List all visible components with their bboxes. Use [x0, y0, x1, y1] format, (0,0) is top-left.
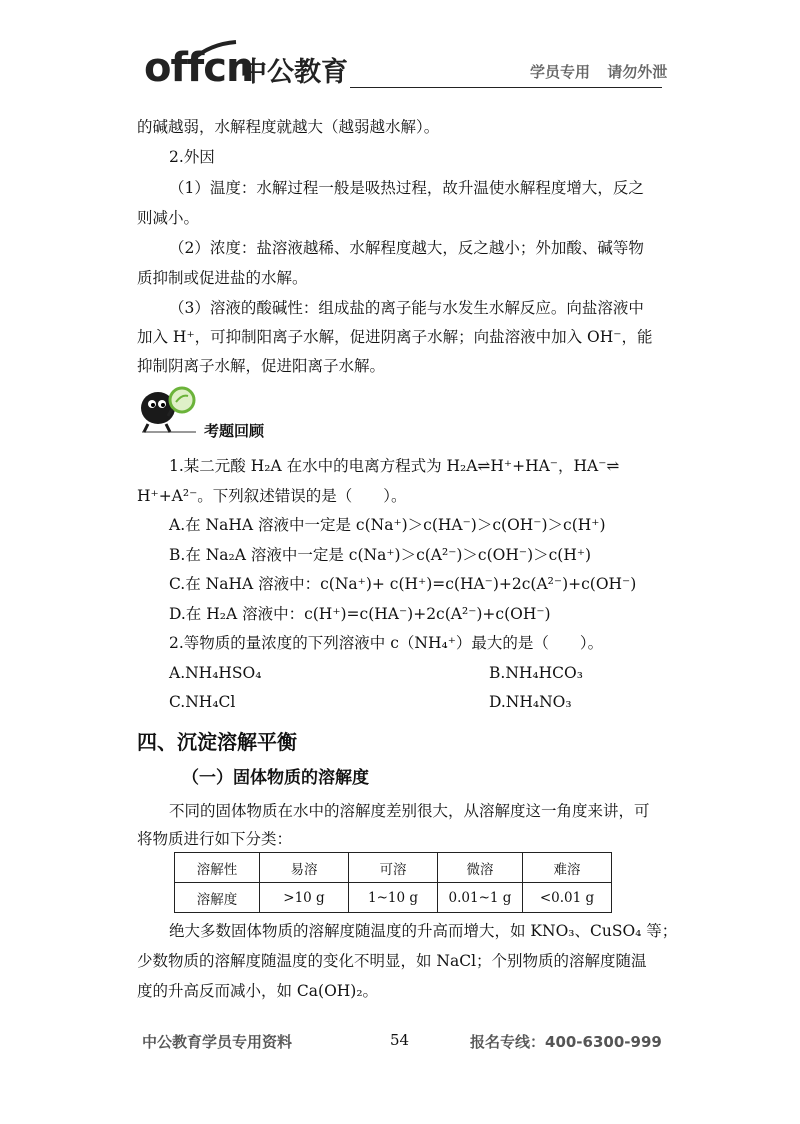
body-line: （2）浓度：盐溶液越稀、水解程度越大，反之越小；外加酸、碱等物: [169, 239, 644, 257]
body-line: 将物质进行如下分类：: [137, 830, 293, 848]
table-cell: 溶解性: [175, 853, 260, 883]
body-line: 少数物质的溶解度随温度的变化不明显，如 NaCl；个别物质的溶解度随温: [137, 952, 647, 970]
table-cell: 微溶: [438, 853, 523, 883]
header-notice-a: 学员专用: [530, 63, 591, 81]
option-a: A.在 NaHA 溶液中一定是 c(Na⁺)＞c(HA⁻)＞c(OH⁻)＞c(H⁺): [169, 516, 606, 534]
logo-swoosh-icon: [190, 40, 240, 62]
question-1: 1.某二元酸 H₂A 在水中的电离方程式为 H₂A⇌H⁺+HA⁻，HA⁻⇌: [169, 457, 620, 475]
option-d: D.NH₄NO₃: [489, 693, 572, 711]
body-line: 则减小。: [137, 209, 200, 227]
table-cell: 难溶: [523, 853, 612, 883]
logo: offcn: [144, 45, 254, 91]
question-2: 2.等物质的量浓度的下列溶液中 c（NH₄⁺）最大的是（ ）。: [169, 634, 604, 652]
body-line: 质抑制或促进盐的水解。: [137, 269, 308, 287]
option-c: C.在 NaHA 溶液中：c(Na⁺)+ c(H⁺)=c(HA⁻)+2c(A²⁻)+c(OH⁻): [169, 575, 637, 593]
option-d: D.在 H₂A 溶液中：c(H⁺)=c(HA⁻)+2c(A²⁻)+c(OH⁻): [169, 605, 551, 623]
body-line: （3）溶液的酸碱性：组成盐的离子能与水发生水解反应。向盐溶液中: [169, 299, 644, 317]
table-cell: 易溶: [260, 853, 349, 883]
table-row: [175, 853, 612, 883]
table-cell: >10 g: [260, 883, 349, 913]
table-cell: 溶解度: [175, 883, 260, 913]
mascot-magnifier-icon: [136, 382, 202, 438]
table-cell: 1~10 g: [349, 883, 438, 913]
body-line: 加入 H⁺，可抑制阳离子水解，促进阴离子水解；向盐溶液中加入 OH⁻，能: [137, 328, 653, 346]
solubility-table: [174, 852, 612, 913]
option-b: B.在 Na₂A 溶液中一定是 c(Na⁺)＞c(A²⁻)＞c(OH⁻)＞c(H⁺): [169, 546, 592, 564]
body-line: 的碱越弱，水解程度就越大（越弱越水解）。: [137, 118, 440, 136]
header-rule: [350, 87, 662, 88]
subsection-title: （一）固体物质的溶解度: [182, 768, 369, 788]
body-line: 绝大多数固体物质的溶解度随温度的升高而增大，如 KNO₃、CuSO₄ 等；: [169, 922, 678, 940]
table-cell: <0.01 g: [523, 883, 612, 913]
body-line: （1）温度：水解过程一般是吸热过程，故升温使水解程度增大，反之: [169, 179, 644, 197]
footer-hotline: 报名专线：400-6300-999: [470, 1033, 662, 1051]
body-line: 不同的固体物质在水中的溶解度差别很大，从溶解度这一角度来讲，可: [169, 802, 650, 820]
body-line: 抑制阴离子水解，促进阳离子水解。: [137, 357, 386, 375]
review-title: 考题回顾: [204, 422, 265, 440]
footer-label: 中公教育学员专用资料: [142, 1033, 293, 1051]
question-1-cont: H⁺+A²⁻。下列叙述错误的是（ ）。: [137, 487, 407, 505]
page-number: 54: [390, 1031, 410, 1049]
table-cell: 可溶: [349, 853, 438, 883]
header-notice: [518, 62, 667, 82]
table-row: [175, 883, 612, 913]
body-heading-external: 2.外因: [169, 148, 215, 166]
body-line: 度的升高反而减小，如 Ca(OH)₂。: [137, 982, 379, 1000]
section-title: 四、沉淀溶解平衡: [137, 730, 297, 754]
option-c: C.NH₄Cl: [169, 693, 236, 711]
logo-cn: 中公教育: [240, 57, 348, 88]
option-b: B.NH₄HCO₃: [489, 664, 583, 682]
header-notice-b: 请勿外泄: [607, 63, 668, 81]
table-cell: 0.01~1 g: [438, 883, 523, 913]
option-a: A.NH₄HSO₄: [169, 664, 262, 682]
